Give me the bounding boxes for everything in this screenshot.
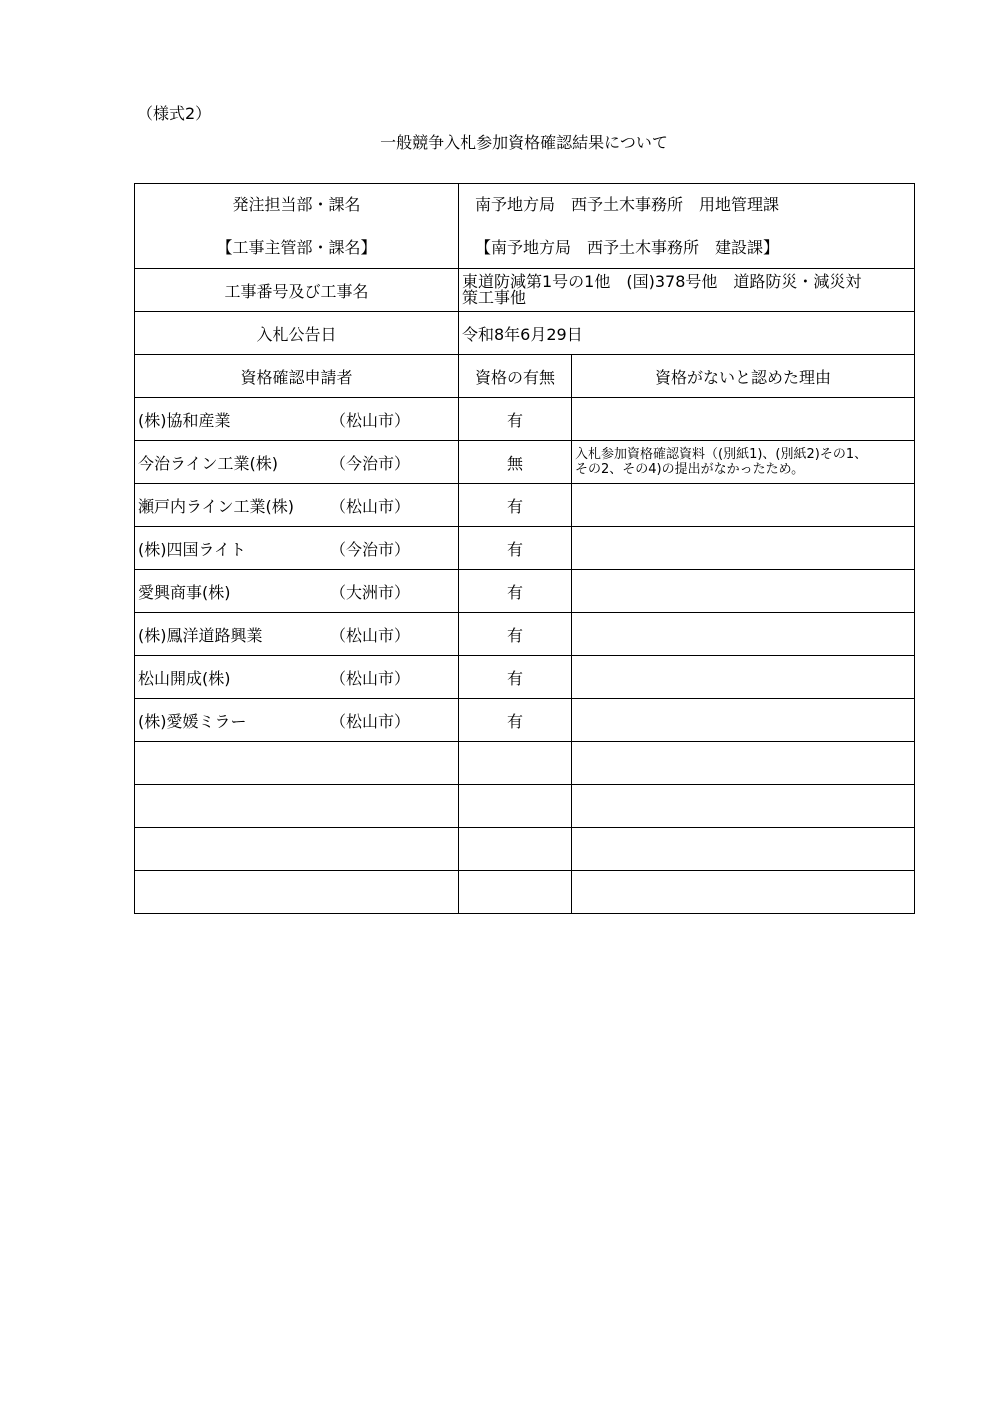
table-row [135, 527, 915, 570]
empty-row [135, 871, 915, 914]
ordering-dept-value: 南予地方局 西予土木事務所 用地管理課 [475, 195, 780, 214]
department-row [135, 184, 915, 269]
applicant-cell [135, 570, 459, 613]
company-city: （松山市） [330, 496, 411, 516]
company-name: (株)協和産業 [138, 410, 231, 430]
department-label-cell [135, 184, 459, 269]
company-city: （今治市） [330, 453, 411, 473]
construction-dept-label: 【工事主管部・課名】 [216, 238, 377, 257]
empty-cell [459, 785, 572, 828]
work-value-line1: 東道防減第1号の1他 (国)378号他 道路防災・減災対 [462, 272, 862, 291]
eligibility-cell: 有 [459, 484, 572, 527]
company-name: (株)四国ライト [138, 539, 247, 559]
reason-cell [572, 527, 915, 570]
table-row [135, 398, 915, 441]
table-row [135, 656, 915, 699]
reason-cell [572, 398, 915, 441]
company-name: (株)愛媛ミラー [138, 711, 247, 731]
reason-line2: その2、その4)の提出がなかったため。 [575, 462, 805, 477]
reason-line1: 入札参加資格確認資料（(別紙1)、(別紙2)その1、 [575, 447, 868, 462]
company-city: （今治市） [330, 539, 411, 559]
empty-cell [572, 871, 915, 914]
table-row [135, 570, 915, 613]
eligibility-cell: 無 [459, 441, 572, 484]
applicant-cell [135, 527, 459, 570]
work-label: 工事番号及び工事名 [135, 269, 459, 312]
column-header-row [135, 355, 915, 398]
company-name: 愛興商事(株) [138, 582, 231, 602]
form-number-label: （様式2） [137, 104, 212, 123]
applicant-cell [135, 484, 459, 527]
reason-cell [572, 613, 915, 656]
empty-cell [572, 785, 915, 828]
company-city: （松山市） [330, 711, 411, 731]
qualification-results-table [134, 183, 915, 914]
reason-cell [572, 570, 915, 613]
company-name: 今治ライン工業(株) [138, 453, 279, 473]
table-row [135, 441, 915, 484]
empty-cell [572, 828, 915, 871]
empty-cell [135, 785, 459, 828]
eligibility-column-header: 資格の有無 [459, 355, 572, 398]
applicant-cell [135, 441, 459, 484]
applicant-cell [135, 613, 459, 656]
notice-date-label: 入札公告日 [135, 312, 459, 355]
eligibility-cell: 有 [459, 527, 572, 570]
empty-row [135, 742, 915, 785]
eligibility-cell: 有 [459, 699, 572, 742]
empty-cell [459, 742, 572, 785]
table-row [135, 613, 915, 656]
empty-cell [459, 871, 572, 914]
applicant-cell [135, 398, 459, 441]
reason-cell [572, 484, 915, 527]
empty-row [135, 828, 915, 871]
company-city: （松山市） [330, 625, 411, 645]
work-value-line2: 策工事他 [462, 288, 527, 307]
reason-cell [572, 656, 915, 699]
empty-cell [135, 742, 459, 785]
empty-cell [572, 742, 915, 785]
company-name: 松山開成(株) [138, 668, 231, 688]
company-city: （松山市） [330, 410, 411, 430]
department-value-cell [459, 184, 915, 269]
empty-row [135, 785, 915, 828]
eligibility-cell: 有 [459, 613, 572, 656]
company-name: 瀬戸内ライン工業(株) [138, 496, 295, 516]
reason-cell [572, 699, 915, 742]
applicant-column-header: 資格確認申請者 [135, 355, 459, 398]
company-city: （大洲市） [330, 582, 411, 602]
reason-column-header: 資格がないと認めた理由 [572, 355, 915, 398]
ordering-dept-label: 発注担当部・課名 [232, 195, 361, 214]
empty-cell [135, 828, 459, 871]
empty-cell [459, 828, 572, 871]
table-row [135, 699, 915, 742]
work-value [459, 269, 915, 312]
table-row [135, 484, 915, 527]
construction-dept-value: 【南予地方局 西予土木事務所 建設課】 [475, 238, 780, 257]
notice-date-row [135, 312, 915, 355]
company-city: （松山市） [330, 668, 411, 688]
work-row [135, 269, 915, 312]
document-title: 一般競争入札参加資格確認結果について [380, 133, 668, 152]
applicant-cell [135, 656, 459, 699]
eligibility-cell: 有 [459, 570, 572, 613]
company-name: (株)鳳洋道路興業 [138, 625, 263, 645]
notice-date-value: 令和8年6月29日 [459, 312, 915, 355]
reason-cell [572, 441, 915, 484]
eligibility-cell: 有 [459, 398, 572, 441]
eligibility-cell: 有 [459, 656, 572, 699]
applicant-cell [135, 699, 459, 742]
empty-cell [135, 871, 459, 914]
